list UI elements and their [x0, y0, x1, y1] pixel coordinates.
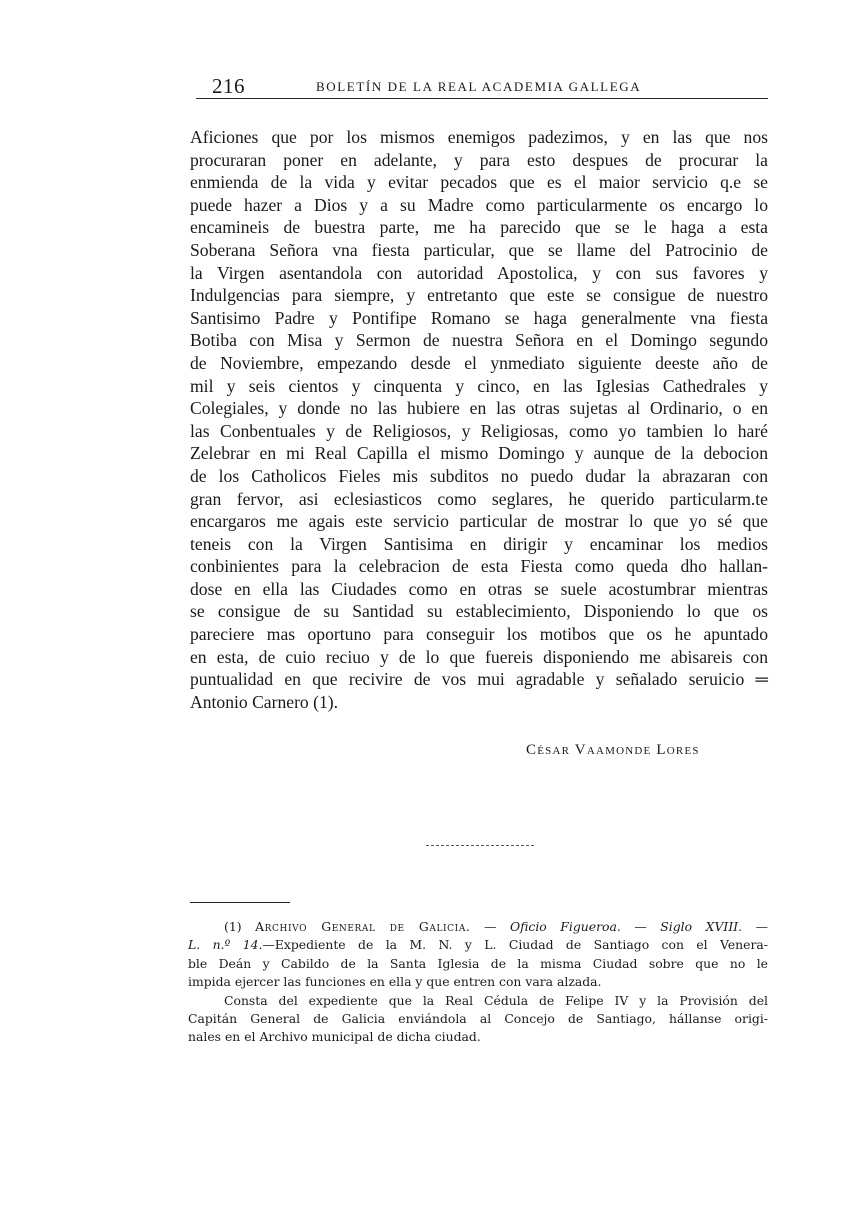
- body-line: pareciere mas oportuno para conseguir los motibos que os he apuntado: [190, 624, 768, 645]
- body-line: Antonio Carnero (1).: [190, 691, 339, 712]
- footnote-line: [188, 918, 768, 936]
- section-divider: [426, 845, 534, 846]
- body-line: Botiba con Misa y Sermon de nuestra Señora en el Domingo segundo: [190, 330, 768, 351]
- footnote-marker: (1): [224, 919, 242, 934]
- body-line: Colegiales, y donde no las hubiere en las otras sujetas al Ordinario, o en: [190, 398, 768, 419]
- body-line: teneis con la Virgen Santisima en dirigir y encaminar los medios: [190, 533, 768, 554]
- body-line: las Conbentuales y de Religiosos, y Religiosas, como yo tambien lo haré: [190, 420, 768, 441]
- body-line: de Noviembre, empezando desde el ynmediato siguiente deeste año de: [190, 352, 768, 373]
- body-text: [190, 126, 768, 713]
- body-line: procuraran poner en adelante, y para esto despues de procurar la: [190, 149, 768, 170]
- body-line: puede hazer a Dios y a su Madre como particularmente os encargo lo: [190, 194, 768, 215]
- body-line: enmienda de la vida y evitar pecados que es el maior servicio q.e se: [190, 172, 768, 193]
- footnote-line: Consta del expediente que la Real Cédula de Felipe IV y la Provisión del: [224, 992, 768, 1008]
- body-line: mil y seis cientos y cinquenta y cinco, en las Iglesias Cathedrales y: [190, 375, 768, 396]
- author-signature: César Vaamonde Lores: [526, 742, 700, 758]
- page-number: 216: [212, 74, 245, 98]
- footnote-line: [188, 936, 768, 954]
- footnote-archive: Archivo General de Galicia.: [255, 919, 471, 934]
- footnote-line: nales en el Archivo municipal de dicha ciudad.: [188, 1029, 481, 1045]
- body-line: dose en ella las Ciudades como en otras se suele acostumbrar mientras: [190, 578, 768, 599]
- body-line: Aficiones que por los mismos enemigos padezimos, y en las que nos: [190, 127, 768, 147]
- body-line: Indulgencias para siempre, y entretanto que este se consigue de nuestro: [190, 285, 768, 306]
- body-line: puntualidad en que recivire de vos mui agradable y señalado seruicio ═: [190, 669, 768, 690]
- body-line: conbinientes para la celebracion de esta Fiesta como queda dho hallan-: [190, 556, 768, 577]
- footnote-reference: L. n.º 14.: [188, 937, 263, 953]
- body-line: en esta, de cuio reciuo y de lo que fuereis disponiendo me abisareis con: [190, 646, 768, 667]
- body-line: gran fervor, asi eclesiasticos como seglares, he querido particularm.te: [190, 488, 768, 509]
- body-line: se consigue de su Santidad su establecimiento, Disponiendo lo que os: [190, 601, 768, 622]
- body-line: encargaros me agais este servicio particular de mostrar lo que yo sé que: [190, 511, 768, 532]
- footnote-rule: [190, 902, 290, 903]
- footnote-text: —Expediente de la M. N. y L. Ciudad de Santiago con el Venera-: [262, 937, 768, 953]
- body-line: encamineis de buestra parte, me ha parecido que se le haga a esta: [190, 217, 768, 238]
- body-line: Santisimo Padre y Pontifipe Romano se haga generalmente vna fiesta: [190, 307, 768, 328]
- footnotes: [188, 918, 768, 1047]
- body-line: de los Catholicos Fieles mis subditos no puedo dudar la abrazaran con: [190, 465, 768, 486]
- footnote-line: impida ejercer las funciones en ella y que entren con vara alzada.: [188, 974, 602, 990]
- body-line: Soberana Señora vna fiesta particular, que se llame del Patrocinio de: [190, 239, 768, 260]
- footnote-line: Capitán General de Galicia enviándola al Concejo de Santiago, hállanse origi-: [188, 1011, 768, 1027]
- body-line: Zelebrar en mi Real Capilla el mismo Domingo y aunque de la debocion: [190, 443, 768, 464]
- footnote-source: — Oficio Figueroa. — Siglo XVIII. —: [484, 919, 768, 934]
- journal-title: BOLETÍN DE LA REAL ACADEMIA GALLEGA: [316, 79, 642, 94]
- running-head: [196, 72, 768, 99]
- footnote-line: ble Deán y Cabildo de la Santa Iglesia de la misma Ciudad sobre que no le: [188, 955, 768, 971]
- body-line: la Virgen asentandola con autoridad Apostolica, y con sus favores y: [190, 262, 768, 283]
